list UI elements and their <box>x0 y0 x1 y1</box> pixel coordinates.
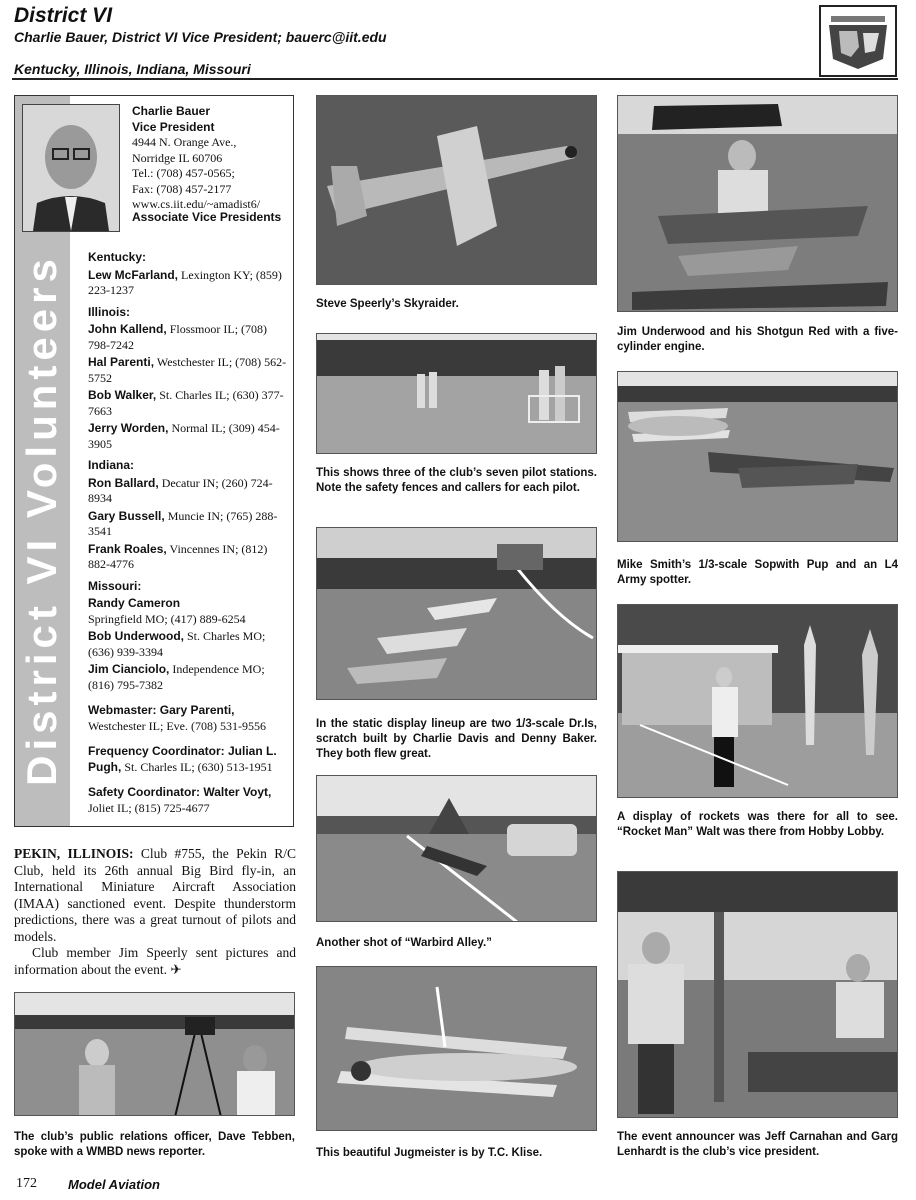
district-states: Kentucky, Illinois, Indiana, Missouri <box>14 61 251 77</box>
volunteer-entry: Frank Roales, Vincennes IN; (812) 882-4776 <box>88 541 268 571</box>
region-illinois: Illinois: <box>88 304 130 319</box>
event-story <box>14 846 296 978</box>
volunteer-list <box>88 244 288 816</box>
region-missouri: Missouri: <box>88 578 142 593</box>
district-title: District VI <box>14 4 113 27</box>
photo-pilot-stations <box>316 333 597 454</box>
caption-sopwith-pup: Mike Smith’s 1/3-scale Sopwith Pup and an L4 Army spotter. <box>617 559 898 586</box>
skyraider-plane <box>317 96 597 285</box>
district-logo-icon <box>821 7 895 75</box>
district-vp-line: Charlie Bauer, District VI Vice President; bauerc@iit.edu <box>14 29 387 45</box>
volunteer-entry: Jim Cianciolo, Independence MO; (816) 795-7382 <box>88 662 265 692</box>
vp-name: Charlie Bauer <box>132 104 211 118</box>
magazine-name: Model Aviation <box>68 1177 160 1192</box>
page-number: 172 <box>16 1176 37 1191</box>
announcer-scene <box>618 872 898 1118</box>
warbird-scene <box>317 776 597 922</box>
volunteer-entry: Ron Ballard, Decatur IN; (260) 724-8934 <box>88 475 273 505</box>
caption-static-display: In the static display lineup are two 1/3-scale Dr.Is, scratch built by Charlie Davis and Denny Baker. They both flew great. <box>316 718 597 760</box>
vp-web: www.cs.iit.edu/~amadist6/ <box>132 197 261 211</box>
safety-coordinator-entry: Safety Coordinator: Walter Voyt, Joliet IL; (815) 725-4677 <box>88 785 272 815</box>
header-rule <box>12 78 898 80</box>
photo-announcer <box>617 871 898 1118</box>
volunteers-band-label: District VI Volunteers <box>18 254 65 786</box>
volunteer-entry: Jerry Worden, Normal IL; (309) 454-3905 <box>88 421 280 451</box>
vp-portrait <box>22 104 120 232</box>
rocket-scene <box>618 605 898 798</box>
frequency-coordinator-entry: Frequency Coordinator: Julian L. Pugh, St. Charles IL; (630) 513-1951 <box>88 744 277 774</box>
sopwith-pup-planes <box>618 372 898 542</box>
volunteer-entry: Hal Parenti, Westchester IL; (708) 562-5752 <box>88 355 287 385</box>
vp-address2: Norridge IL 60706 <box>132 150 223 165</box>
webmaster-entry: Webmaster: Gary Parenti, Westchester IL; Eve. (708) 531-9556 <box>88 703 266 733</box>
district-logo <box>819 5 897 77</box>
shotgun-red-scene <box>618 96 898 312</box>
caption-news-reporter: The club’s public relations officer, Dave Tebben, spoke with a WMBD news reporter. <box>14 1131 295 1158</box>
volunteer-entry: John Kallend, Flossmoor IL; (708) 798-7242 <box>88 322 268 352</box>
photo-warbird-alley <box>316 775 597 922</box>
volunteer-entry: Randy Cameron Springfield MO; (417) 889-6254 <box>88 596 246 626</box>
vp-address1: 4944 N. Orange Ave., <box>132 135 237 149</box>
vp-tel: Tel.: (708) 457-0565; <box>132 166 235 180</box>
caption-warbird-alley: Another shot of “Warbird Alley.” <box>316 937 492 949</box>
photo-skyraider <box>316 95 597 285</box>
pilot-station-figures <box>317 334 597 454</box>
story-paragraph-1: PEKIN, ILLINOIS: Club #755, the Pekin R/C Club, held its 26th annual Big Bird fly-in, an International Miniature Aircraft Association (IMAA) sanctioned event. Despite thunderstorm predictions, there was a great turnout of pilots and models. <box>14 846 297 944</box>
photo-static-display <box>316 527 597 700</box>
photo-figures <box>15 993 295 1116</box>
vp-fax: Fax: (708) 457-2177 <box>132 181 232 196</box>
photo-news-reporter <box>14 992 295 1116</box>
jugmeister-biplane <box>317 967 597 1131</box>
caption-pilot-stations: This shows three of the club’s seven pilot stations. Note the safety fences and callers for each pilot. <box>316 467 597 494</box>
story-paragraph-2: Club member Jim Speerly sent pictures and information about the event. ✈ <box>14 945 296 977</box>
caption-jugmeister: This beautiful Jugmeister is by T.C. Klise. <box>316 1147 543 1159</box>
ama-end-mark-icon: ✈ <box>170 961 182 977</box>
caption-skyraider: Steve Speerly’s Skyraider. <box>316 298 459 310</box>
photo-shotgun-red <box>617 95 898 312</box>
volunteer-entry: Gary Bussell, Muncie IN; (765) 288-3541 <box>88 508 278 538</box>
photo-jugmeister <box>316 966 597 1131</box>
vp-contact <box>132 104 292 213</box>
caption-shotgun-red: Jim Underwood and his Shotgun Red with a five-cylinder engine. <box>617 326 898 353</box>
volunteer-entry: Bob Walker, St. Charles IL; (630) 377-7663 <box>88 388 284 418</box>
caption-announcer: The event announcer was Jeff Carnahan and Garg Lenhardt is the club’s vice president. <box>617 1131 898 1158</box>
photo-sopwith-pup <box>617 371 898 542</box>
caption-rockets: A display of rockets was there for all to see. “Rocket Man” Walt was there from Hobby Lobby. <box>617 811 898 838</box>
volunteer-entry: Lew McFarland, Lexington KY; (859) 223-1237 <box>88 267 282 297</box>
vp-title: Vice President <box>132 119 215 134</box>
region-indiana: Indiana: <box>88 458 135 472</box>
vp-portrait-image <box>23 105 119 231</box>
story-lead: PEKIN, ILLINOIS: <box>14 846 134 861</box>
static-display-planes <box>317 528 597 700</box>
volunteer-entry: Bob Underwood, St. Charles MO; (636) 939-3394 <box>88 629 266 659</box>
photo-rockets <box>617 604 898 798</box>
associate-vp-label: Associate Vice Presidents <box>132 210 282 224</box>
region-kentucky: Kentucky: <box>88 250 147 264</box>
